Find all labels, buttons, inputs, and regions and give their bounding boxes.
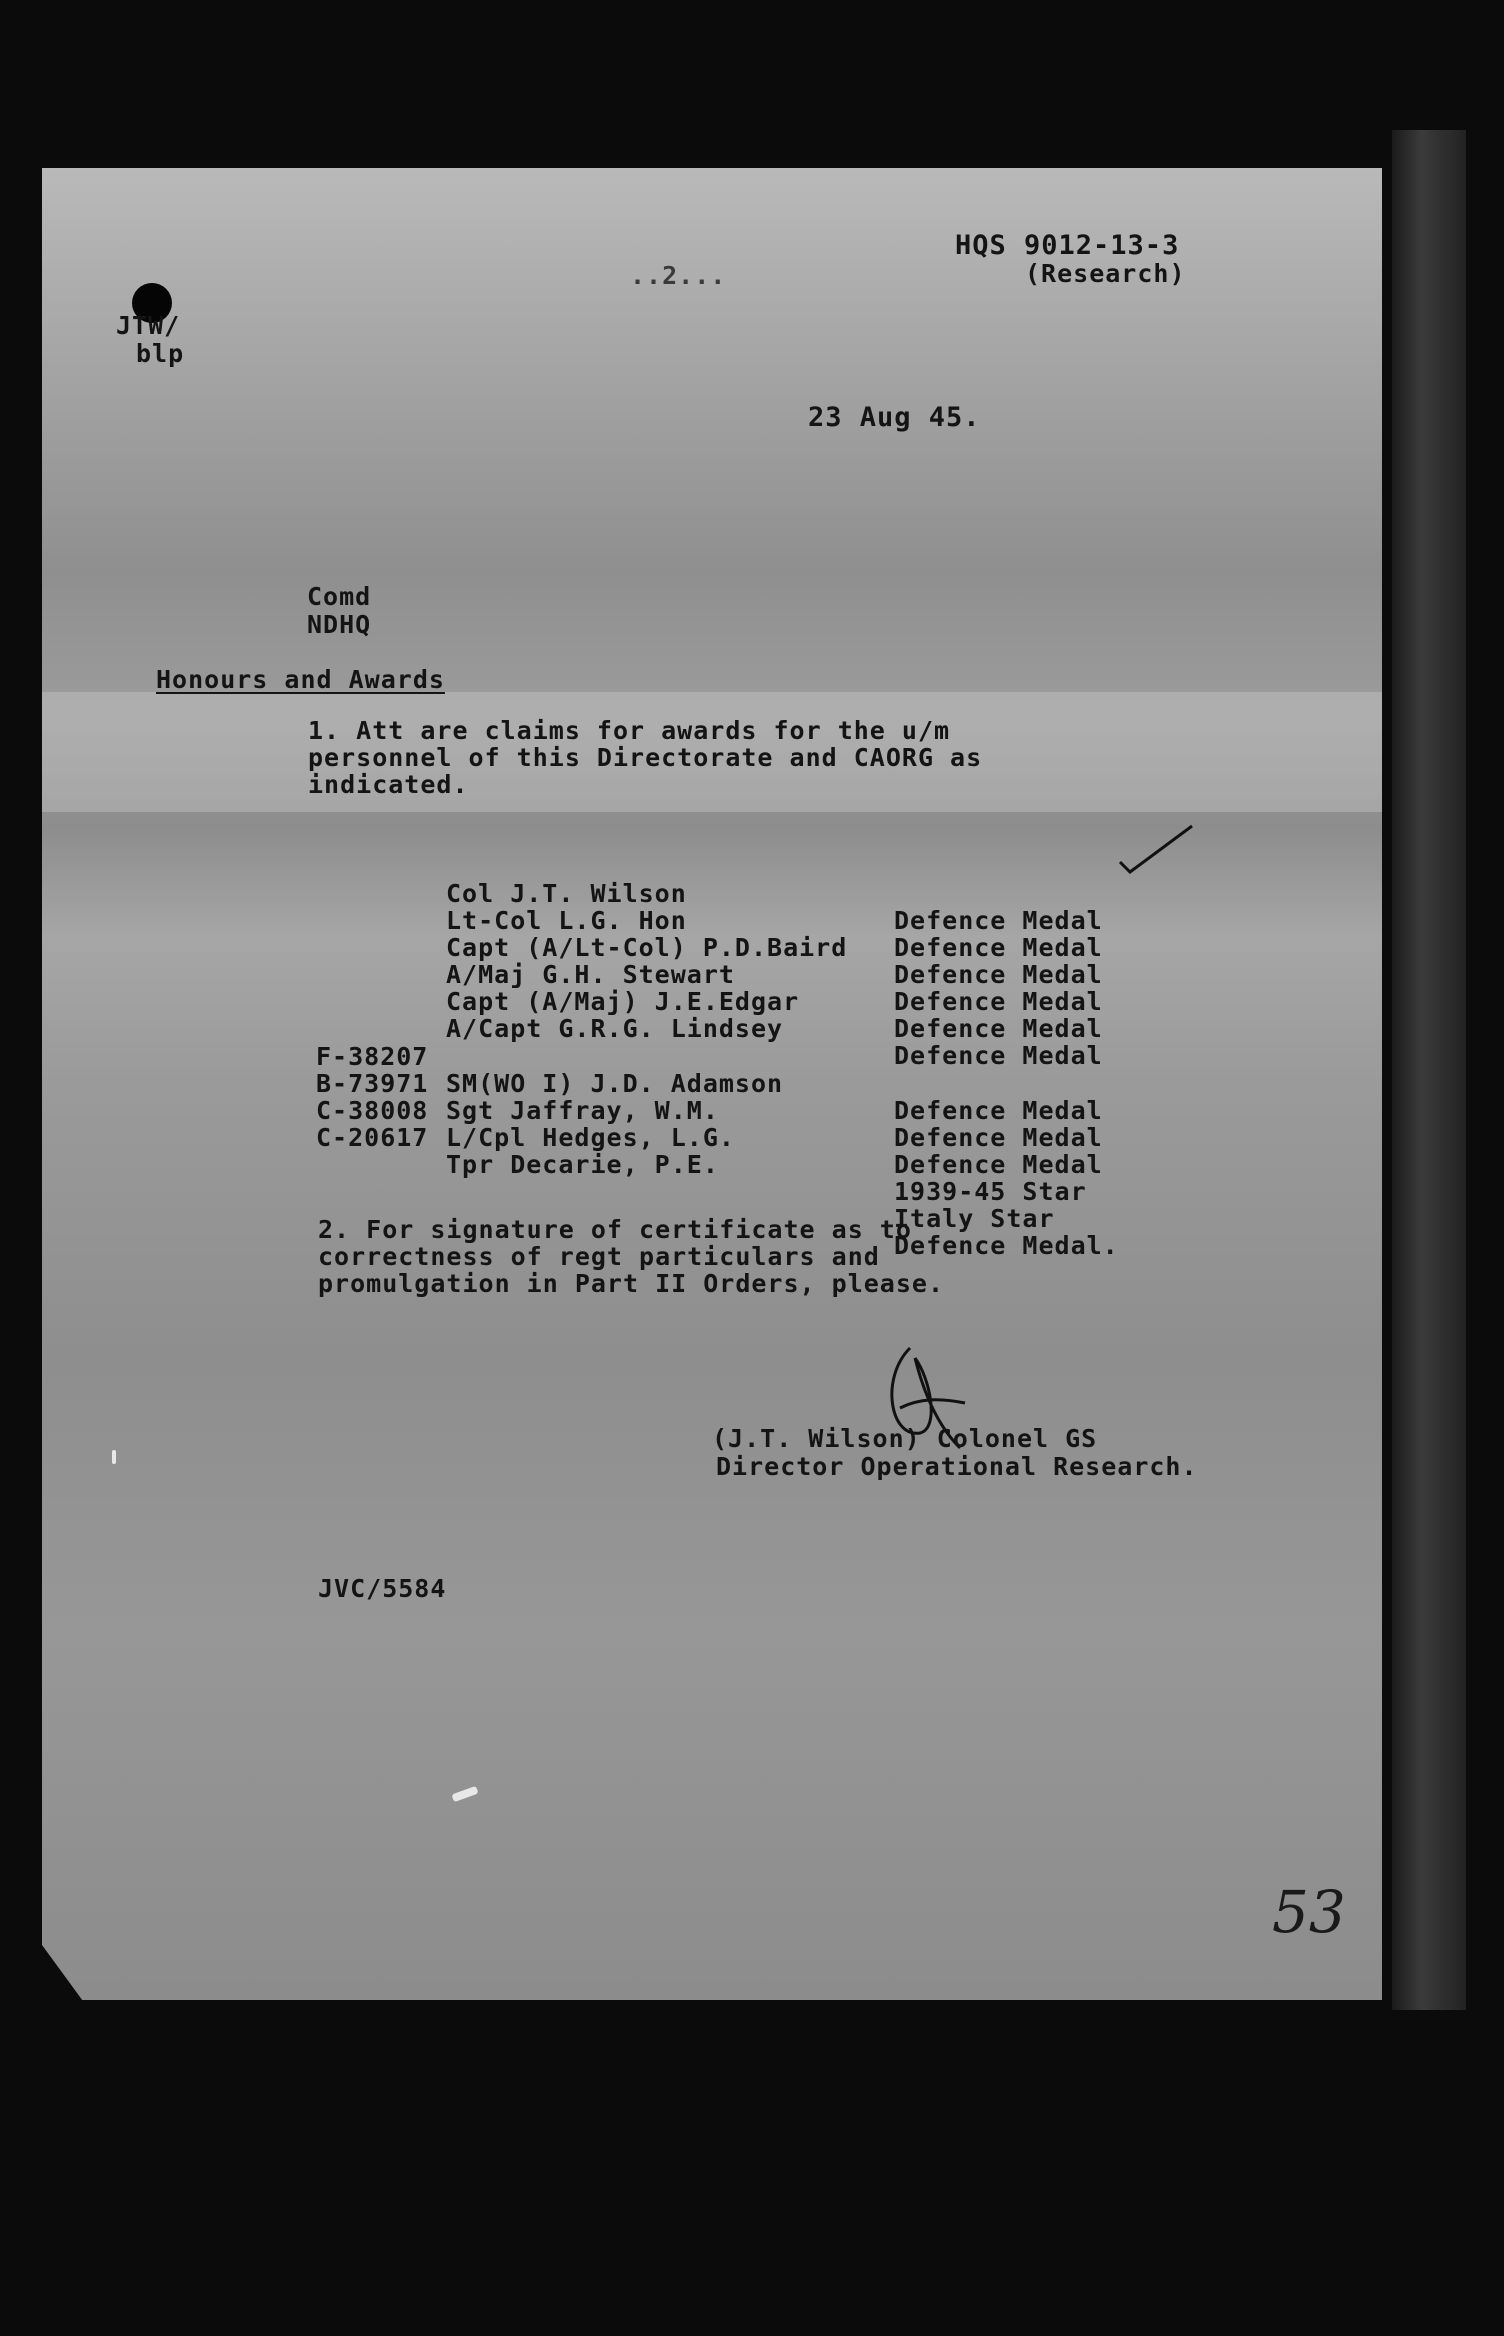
faint-text: ..2... [630,261,727,290]
person-name: A/Maj G.H. Stewart [446,960,735,989]
film-edge [1392,130,1466,2010]
person-name: SM(WO I) J.D. Adamson [446,1069,784,1098]
award-name: 1939-45 Star [894,1177,1087,1206]
service-number: C-38008 [316,1096,429,1125]
award-name: Defence Medal [894,1041,1103,1070]
service-number: C-20617 [316,1123,429,1152]
film-speck [112,1450,116,1464]
award-name: Defence Medal [894,906,1103,935]
award-name: Defence Medal [894,1014,1103,1043]
addressee-line-1: Comd [307,582,372,611]
person-name: Capt (A/Lt-Col) P.D.Baird [446,933,848,962]
service-number: F-38207 [316,1042,429,1071]
signature-title: Director Operational Research. [716,1452,1198,1481]
reference-subtitle: (Research) [1025,259,1186,288]
award-name: Italy Star [894,1204,1055,1233]
person-name: A/Capt G.R.G. Lindsey [446,1014,784,1043]
person-name: Sgt Jaffray, W.M. [446,1096,719,1125]
person-name: Lt-Col L.G. Hon [446,906,687,935]
paragraph-2: 2. For signature of certificate as to correctness of regt particulars and promulgation in Part II Orders, please. [318,1215,944,1298]
award-name: Defence Medal [894,1123,1103,1152]
signature-name: (J.T. Wilson) Colonel GS [712,1424,1098,1453]
person-name: Tpr Decarie, P.E. [446,1150,719,1179]
paragraph-1: 1. Att are claims for awards for the u/m personnel of this Directorate and CAORG as indicated. [308,716,983,799]
person-name: Col J.T. Wilson [446,879,687,908]
typist-initials: JTW/ [116,311,181,340]
person-name: L/Cpl Hedges, L.G. [446,1123,735,1152]
page-number: 53 [1272,1878,1346,1946]
addressee-line-2: NDHQ [307,610,372,639]
award-name: Defence Medal. [894,1231,1119,1260]
award-name: Defence Medal [894,1096,1103,1125]
service-number: B-73971 [316,1069,429,1098]
subject-heading: Honours and Awards [156,665,445,694]
typist-initials-2: blp [136,339,185,368]
letter-date: 23 Aug 45. [808,402,981,433]
award-name: Defence Medal [894,987,1103,1016]
award-name: Defence Medal [894,960,1103,989]
award-name: Defence Medal [894,933,1103,962]
checkmark-icon [1116,818,1196,878]
person-name: Capt (A/Maj) J.E.Edgar [446,987,800,1016]
reference-number: HQS 9012-13-3 [955,230,1180,261]
file-reference: JVC/5584 [318,1574,447,1603]
award-name: Defence Medal [894,1150,1103,1179]
